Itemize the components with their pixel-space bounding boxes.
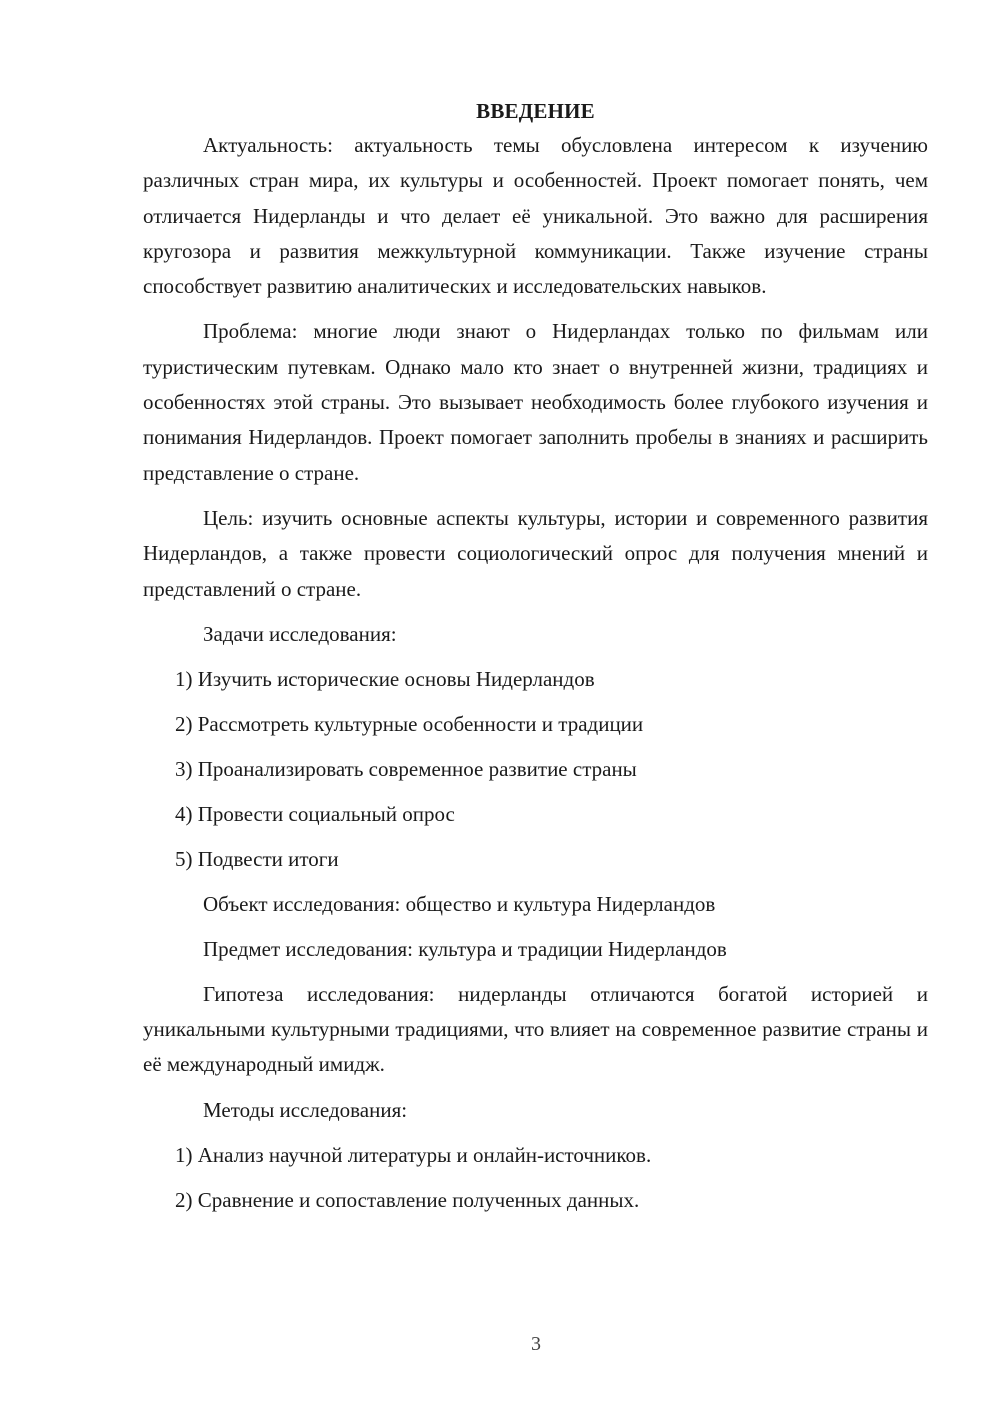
tasks-title: Задачи исследования: xyxy=(203,621,397,646)
page-number: 3 xyxy=(531,1333,541,1355)
research-object: Объект исследования: общество и культура Нидерландов xyxy=(203,891,716,916)
research-subject: Предмет исследования: культура и традиции Нидерландов xyxy=(203,936,727,961)
task-item: 4) Провести социальный опрос xyxy=(175,801,455,826)
relevance-paragraph: Актуальность: актуальность темы обусловлена интересом к изучению различных стран мира, их культуры и особенностей. Проект помогает понять, чем отличается Нидерланды и что делает её уникальной. Это важно для расширения кругозора и развития межкультурной коммуникации. Также изучение страны способствует развитию аналитических и исследовательских навыков. xyxy=(143,133,928,299)
method-item: 2) Сравнение и сопоставление полученных данных. xyxy=(175,1187,640,1212)
section-heading: ВВЕДЕНИЕ xyxy=(476,99,595,123)
method-item: 1) Анализ научной литературы и онлайн-источников. xyxy=(175,1142,652,1167)
methods-title: Методы исследования: xyxy=(203,1097,408,1122)
task-item: 2) Рассмотреть культурные особенности и традиции xyxy=(175,711,644,736)
task-item: 1) Изучить исторические основы Нидерландов xyxy=(175,666,595,691)
goal-paragraph: Цель: изучить основные аспекты культуры, истории и современного развития Нидерландов, а также провести социологический опрос для получения мнений и представлений о стране. xyxy=(143,505,928,601)
task-item: 5) Подвести итоги xyxy=(175,846,339,871)
hypothesis-paragraph: Гипотеза исследования: нидерланды отличаются богатой историей и уникальными культурными традициями, что влияет на современное развитие страны и её международный имидж. xyxy=(143,981,928,1077)
document-page xyxy=(143,96,928,1228)
task-item: 3) Проанализировать современное развитие страны xyxy=(175,756,637,781)
problem-paragraph: Проблема: многие люди знают о Нидерландах только по фильмам или туристическим путевкам. Однако мало кто знает о внутренней жизни, традициях и особенностях этой страны. Это вызывает необходимость более глубокого изучения и понимания Нидерландов. Проект помогает заполнить пробелы в знаниях и расширить представление о стране. xyxy=(143,319,928,485)
